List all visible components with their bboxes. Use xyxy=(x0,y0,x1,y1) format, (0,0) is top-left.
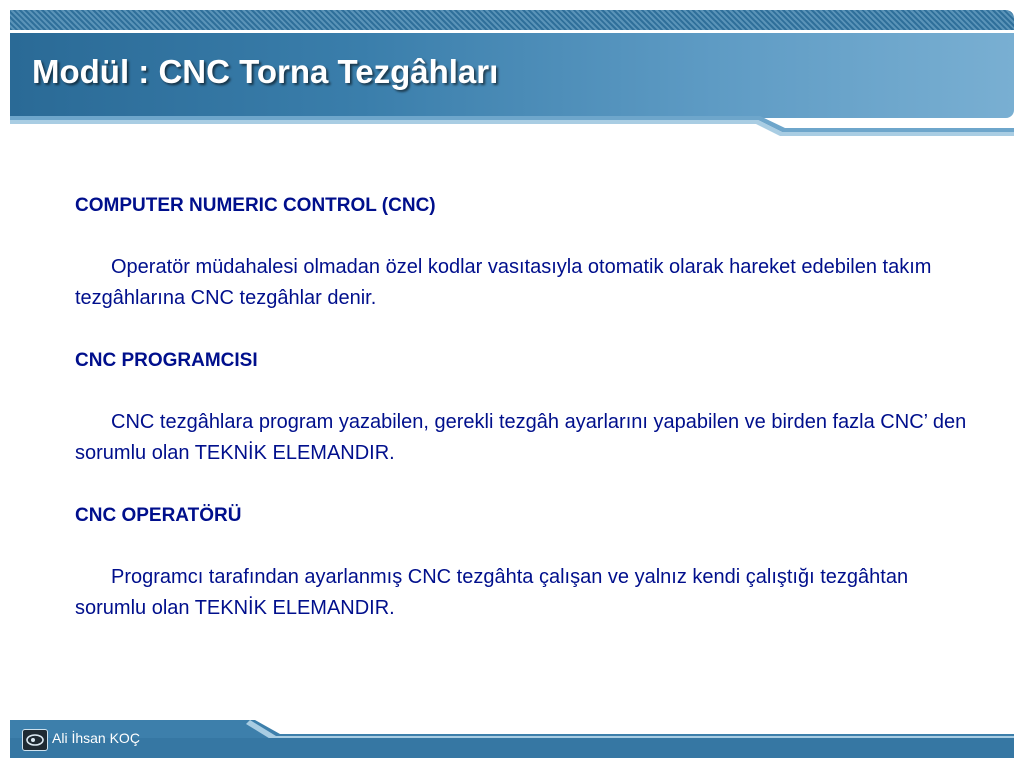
section-heading-programmer: CNC PROGRAMCISI xyxy=(75,350,258,371)
header-accent-lines xyxy=(10,116,1014,140)
author-logo-icon xyxy=(22,729,48,751)
section-heading-operator: CNC OPERATÖRÜ xyxy=(75,505,242,526)
footer-author: Ali İhsan KOÇ xyxy=(52,730,140,746)
section-text-programmer: CNC tezgâhlara program yazabilen, gerekli tezgâh ayarlarını yapabilen ve birden fazla CNC’ den sorumlu olan TEKNİK ELEMANDIR. xyxy=(75,411,967,464)
footer-band xyxy=(10,720,1014,758)
slide-content xyxy=(75,190,975,624)
slide-title: Modül : CNC Torna Tezgâhları xyxy=(32,53,499,90)
header-stripe-bar xyxy=(10,10,1014,30)
section-heading-cnc: COMPUTER NUMERIC CONTROL (CNC) xyxy=(75,195,436,216)
section-text-cnc: Operatör müdahalesi olmadan özel kodlar vasıtasıyla otomatik olarak hareket edebilen takım tezgâhlarına CNC tezgâhlar denir. xyxy=(75,256,932,309)
section-text-operator: Programcı tarafından ayarlanmış CNC tezgâhta çalışan ve yalnız kendi çalıştığı tezgâhtan sorumlu olan TEKNİK ELEMANDIR. xyxy=(75,566,909,619)
